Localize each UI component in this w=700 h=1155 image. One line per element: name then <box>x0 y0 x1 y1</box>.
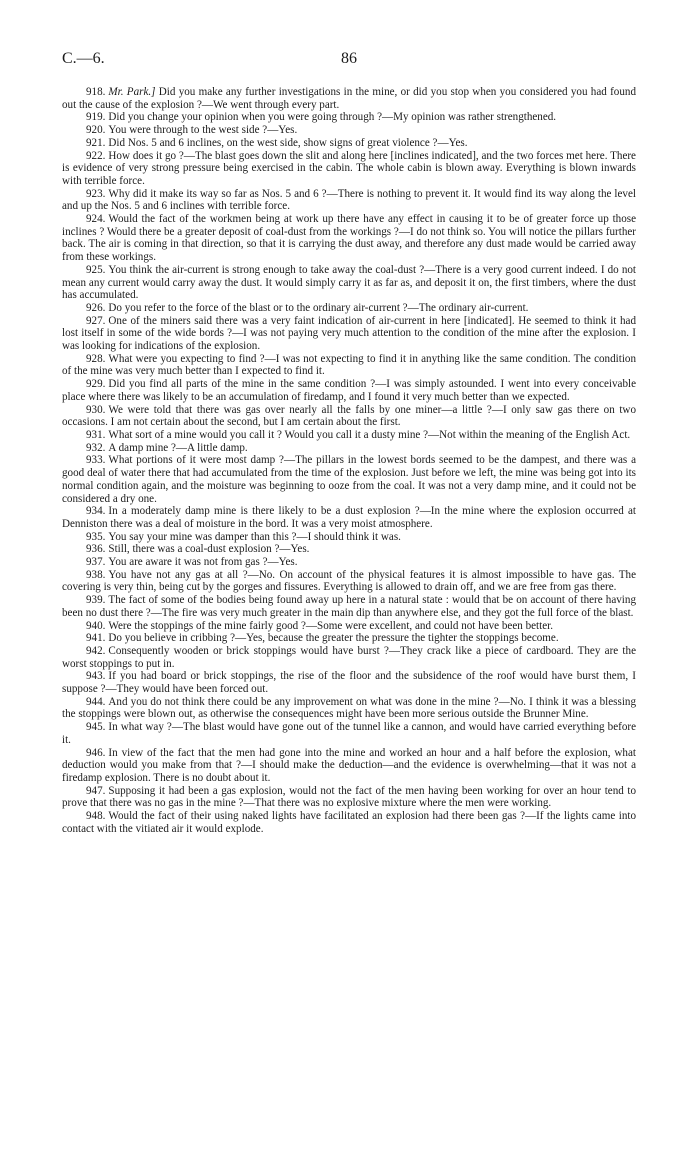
question-answer-text: In what way ?—The blast would have gone out of the tunnel like a cannon, and would have carried everything before it. <box>62 721 636 746</box>
question-answer-text: You have not any gas at all ?—No. On account of the physical features it is almost impossible to have gas. The covering is very thin, being cut by the gorges and fissures. Everything is allowed to drain off, and we are free from gas there. <box>62 568 636 594</box>
question-paragraph <box>62 747 636 785</box>
question-paragraph <box>62 111 636 124</box>
question-number: 947. <box>86 784 106 797</box>
question-answer-text: What sort of a mine would you call it ? Would you call it a dusty mine ?—Not within the meaning of the English Act. <box>108 428 631 441</box>
question-number: 923. <box>86 187 106 200</box>
document-id: C.—6. <box>62 50 105 67</box>
question-paragraph <box>62 543 636 556</box>
question-paragraph <box>62 620 636 633</box>
question-number: 918. <box>86 86 106 98</box>
question-paragraph <box>62 569 636 594</box>
question-paragraph <box>62 721 636 746</box>
question-number: 926. <box>86 301 106 314</box>
question-answer-text: Consequently wooden or brick stoppings would have burst ?—They crack like a piece of cardboard. They are the worst stoppings to put in. <box>62 644 636 670</box>
question-answer-text: Still, there was a coal-dust explosion ?—Yes. <box>108 543 310 556</box>
question-number: 924. <box>86 213 106 226</box>
question-paragraph <box>62 353 636 378</box>
question-answer-text: Were the stoppings of the mine fairly good ?—Some were excellent, and could not have been better. <box>108 619 553 632</box>
question-number: 921. <box>86 136 106 149</box>
question-answer-text: We were told that there was gas over nearly all the falls by one miner—a little ?—I only saw gas there on two occasions. I am not certain about the second, but I am certain about the first. <box>62 403 636 429</box>
question-answer-text: Did you change your opinion when you were going through ?—My opinion was rather strengthened. <box>108 111 557 124</box>
question-number: 939. <box>86 594 106 607</box>
testimony-body <box>62 86 636 835</box>
question-answer-text: How does it go ?—The blast goes down the slit and along here [inclines indicated], and the two forces met here. There is evidence of very strong pressure being exercised in the cabin. The whole cabin is blown away. Everything is blown inwards with terrible force. <box>62 149 636 187</box>
question-number: 940. <box>86 619 106 632</box>
question-number: 945. <box>86 721 106 734</box>
question-answer-text: What were you expecting to find ?—I was not expecting to find it in anything like the same condition. The condition of the mine was very much better than I expected to find it. <box>62 352 636 378</box>
question-paragraph <box>62 670 636 695</box>
question-number: 946. <box>86 746 106 759</box>
question-answer-text: A damp mine ?—A little damp. <box>108 441 248 454</box>
question-number: 925. <box>86 263 106 276</box>
question-number: 936. <box>86 543 106 556</box>
question-answer-text: In a moderately damp mine is there likely to be a dust explosion ?—In the mine where the explosion occurred at Denniston there was a deal of moisture in the bord. It was a very moist atmosphere. <box>62 505 636 530</box>
question-number: 943. <box>86 670 106 683</box>
question-number: 929. <box>86 378 106 391</box>
question-paragraph <box>62 442 636 455</box>
question-answer-text: Would the fact of their using naked lights have facilitated an explosion had there been gas ?—If the lights came into contact with the vitiated air it would explode. <box>62 810 636 835</box>
question-answer-text: And you do not think there could be any improvement on what was done in the mine ?—No. I think it was a blessing the stoppings were blown out, as otherwise the consequences might have been more serious outside the Brunner Mine. <box>62 695 636 721</box>
question-number: 934. <box>86 505 106 518</box>
question-paragraph <box>62 315 636 353</box>
question-number: 944. <box>86 695 106 708</box>
question-answer-text: Why did it make its way so far as Nos. 5 and 6 ?—There is nothing to prevent it. It would find its way along the level and up the Nos. 5 and 6 inclines with terrible force. <box>62 187 636 213</box>
question-answer-text: One of the miners said there was a very faint indication of air-current in here [indicated]. He seemed to think it had lost itself in some of the wide bords ?—I was not paying very much attention to the condition of the mine after the explosion. I was looking for indications of the explosion. <box>62 314 636 353</box>
question-answer-text: The fact of some of the bodies being found away up here in a natural state : would that be on account of there having been no dust there ?—The fire was very much greater in the main dip than anywhere else, and they got the full force of the blast. <box>62 594 636 619</box>
question-paragraph <box>62 594 636 619</box>
question-answer-text: Did you find all parts of the mine in the same condition ?—I was simply astounded. I went into every conceivable place where there was likely to be an accumulation of firedamp, and I found it very much better than we expected. <box>62 378 636 403</box>
question-answer-text: You are aware it was not from gas ?—Yes. <box>108 556 298 569</box>
question-answer-text: You were through to the west side ?—Yes. <box>108 124 298 137</box>
page-header <box>62 50 636 72</box>
question-paragraph <box>62 429 636 442</box>
question-paragraph <box>62 404 636 429</box>
question-paragraph <box>62 264 636 302</box>
question-paragraph <box>62 137 636 150</box>
question-answer-text: Supposing it had been a gas explosion, would not the fact of the men having been working for over an hour tend to prove that there was no gas in the mine ?—That there was no explosive mixture where the men were working. <box>62 784 636 810</box>
question-paragraph <box>62 810 636 835</box>
question-number: 948. <box>86 810 106 823</box>
question-number: 919. <box>86 111 106 124</box>
question-answer-text: Did you make any further investigations in the mine, or did you stop when you considered you had found out the cause of the explosion ?—We went through every part. <box>62 86 636 111</box>
question-answer-text: Do you believe in cribbing ?—Yes, because the greater the pressure the tighter the stoppings become. <box>108 632 559 645</box>
question-number: 922. <box>86 149 106 162</box>
question-number: 931. <box>86 428 106 441</box>
page-number: 86 <box>341 50 357 67</box>
question-number: 937. <box>86 556 106 569</box>
speaker-label: Mr. Park.] <box>108 86 156 98</box>
question-paragraph <box>62 632 636 645</box>
question-number: 933. <box>86 454 106 467</box>
question-number: 941. <box>86 632 106 645</box>
question-answer-text: Do you refer to the force of the blast or to the ordinary air-current ?—The ordinary air-current. <box>108 301 529 314</box>
question-paragraph <box>62 645 636 670</box>
question-paragraph <box>62 86 636 111</box>
question-number: 942. <box>86 644 106 657</box>
question-answer-text: You think the air-current is strong enough to take away the coal-dust ?—There is a very good current indeed. I do not mean any current would carry away the dust. It would simply carry it as far as, and deposit it on, the first timbers, where the dust has accumulated. <box>62 263 636 302</box>
question-answer-text: Would the fact of the workmen being at work up there have any effect in causing it to be of greater force up those inclines ? Would there be a greater deposit of coal-dust from the workings ?—I do not think so. You will notice the pillars further back. The air is coming in that direction, so that it is carrying the dust away, and therefore any dust made would be carried away from these workings. <box>62 213 636 264</box>
question-answer-text: In view of the fact that the men had gone into the mine and worked an hour and a half before the explosion, what deduction would you make from that ?—I should make the deduction—and the evidence is overwhelming—that it was not a firedamp explosion. There is no doubt about it. <box>62 746 636 784</box>
question-answer-text: You say your mine was damper than this ?—I should think it was. <box>108 530 401 543</box>
question-paragraph <box>62 213 636 264</box>
question-number: 932. <box>86 441 106 454</box>
question-answer-text: Did Nos. 5 and 6 inclines, on the west side, show signs of great violence ?—Yes. <box>108 136 468 149</box>
question-number: 927. <box>86 314 106 327</box>
question-paragraph <box>62 188 636 213</box>
question-number: 938. <box>86 568 106 581</box>
question-paragraph <box>62 378 636 403</box>
question-number: 935. <box>86 530 106 543</box>
question-number: 930. <box>86 403 106 416</box>
question-paragraph <box>62 454 636 505</box>
question-paragraph <box>62 124 636 137</box>
question-answer-text: If you had board or brick stoppings, the rise of the floor and the subsidence of the roof would have burst them, I suppose ?—They would have been forced out. <box>62 670 636 696</box>
question-paragraph <box>62 531 636 544</box>
question-number: 928. <box>86 352 106 365</box>
question-paragraph <box>62 302 636 315</box>
question-answer-text: What portions of it were most damp ?—The pillars in the lowest bords seemed to be the dampest, and there was a good deal of water there that had accumulated from the time of the explosion. Just before we left, the mine was being got into its normal condition again, and the moisture was beginning to ooze from the coal. It was not a very damp mine, and it could not be considered a dry one. <box>62 454 636 505</box>
question-paragraph <box>62 696 636 721</box>
question-paragraph <box>62 505 636 530</box>
question-paragraph <box>62 785 636 810</box>
question-paragraph <box>62 150 636 188</box>
question-paragraph <box>62 556 636 569</box>
question-number: 920. <box>86 124 106 137</box>
